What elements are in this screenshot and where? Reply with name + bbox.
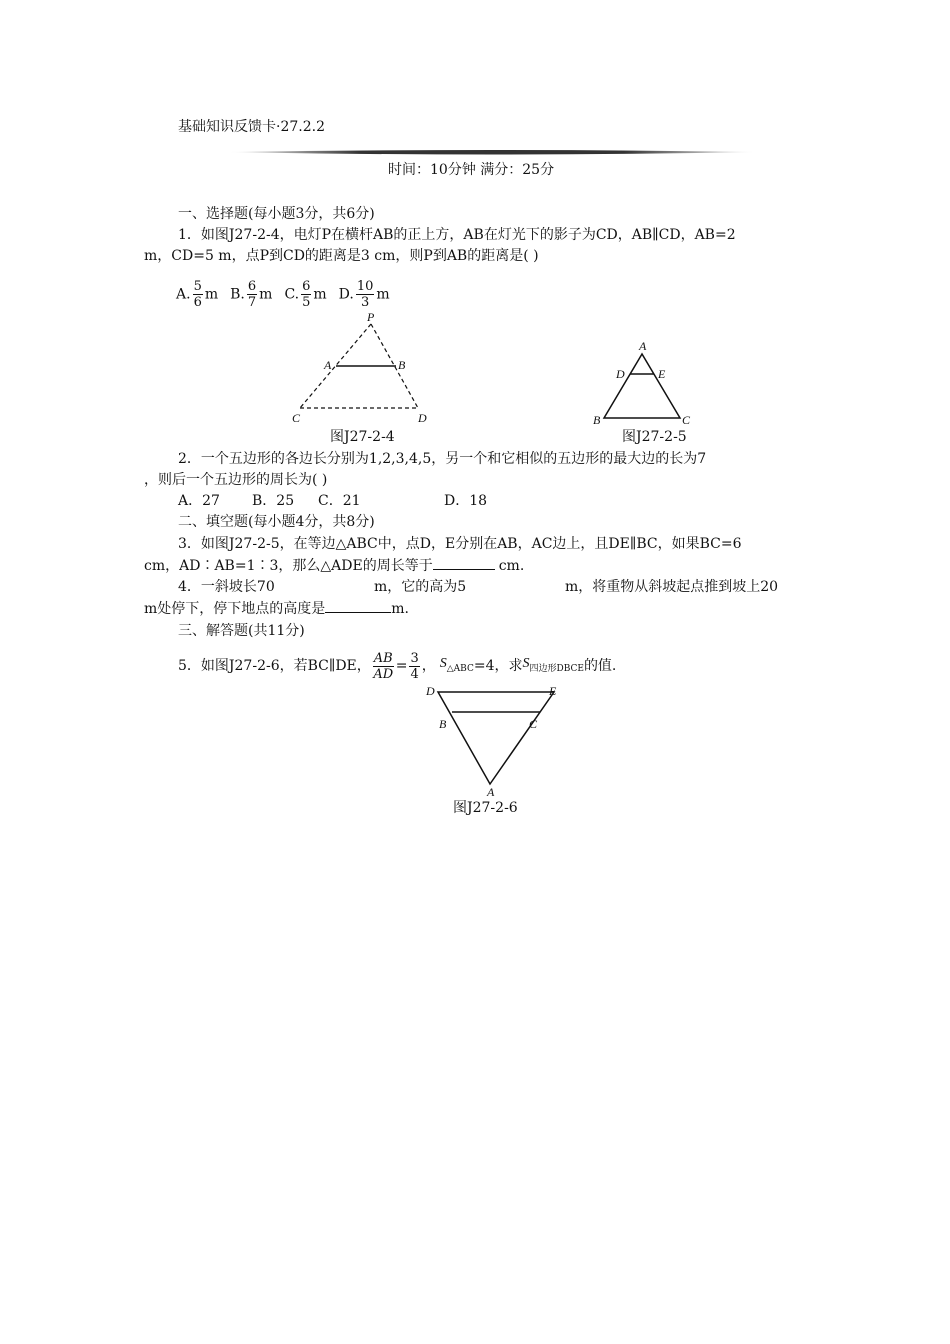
header-divider [228, 148, 756, 158]
section-3-title: 三、解答题(共11分) [178, 623, 305, 639]
q1-option-c[interactable]: C. $\frac{6}{5}$ m [284, 278, 327, 310]
q5-statement: 5．如图J27-2-6，若BC∥DE， $\frac{AB}{AD}$ = $\frac{3}{4}$ ， $S_{\triangle ABC}$ =4，求 $S_{四边形DBCE}$ 的值. [178, 650, 617, 682]
triangle-abc [604, 354, 680, 418]
q3-line2: cm，AD∶AB=1∶3，那么△ADE的周长等于 cm. [144, 558, 525, 574]
q1-option-b[interactable]: B. $\frac{6}{7}$ m [230, 278, 273, 310]
label-d: D [418, 411, 427, 425]
q2-line1: 2．一个五边形的各边长分别为1,2,3,4,5，另一个和它相似的五边形的最大边的长为7 [178, 451, 707, 467]
figure-j27-2-6 [418, 680, 568, 798]
q4-part1: 4．一斜坡长70 [178, 579, 275, 595]
figure-j27-2-5 [588, 338, 698, 428]
q2-option-c[interactable]: C．21 [318, 493, 361, 509]
label-e: E [658, 367, 666, 381]
label-a: A [639, 339, 647, 353]
figure-j27-2-4 [288, 308, 438, 428]
triangle-ade [438, 692, 554, 784]
q1-line2: m，CD=5 m，点P到CD的距离是3 cm，则P到AB的距离是( ) [144, 248, 539, 264]
label-p: P [367, 310, 375, 324]
label-a: A [487, 785, 495, 798]
label-d: D [616, 367, 625, 381]
q2-option-d[interactable]: D．18 [444, 493, 488, 509]
figure-j27-2-4-caption: 图J27-2-4 [330, 429, 395, 445]
card-title: 基础知识反馈卡·27.2.2 [178, 119, 325, 135]
q2-line2: ，则后一个五边形的周长为( ) [144, 472, 328, 488]
section-2-title: 二、填空题(每小题4分，共8分) [178, 514, 375, 530]
label-e: E [549, 684, 557, 698]
time-info: 时间：10分钟 满分：25分 [388, 162, 555, 178]
figure-j27-2-6-caption: 图J27-2-6 [453, 800, 518, 816]
label-b: B [593, 413, 601, 427]
label-b: B [439, 717, 447, 731]
q4-answer-blank[interactable] [325, 600, 391, 613]
label-c: C [292, 411, 301, 425]
section-1-title: 一、选择题(每小题3分，共6分) [178, 206, 375, 222]
q2-option-b[interactable]: B．25 [252, 493, 295, 509]
q4-part2: m，它的高为5 [374, 579, 467, 595]
label-a: A [324, 358, 332, 372]
label-d: D [426, 684, 435, 698]
q1-option-a[interactable]: A. $\frac{5}{6}$ m [176, 278, 219, 310]
q3-line1: 3．如图J27-2-5，在等边△ABC中，点D，E分别在AB，AC边上，且DE∥BC，如果BC=6 [178, 536, 742, 552]
q2-option-a[interactable]: A．27 [178, 493, 220, 509]
q4-line2: m处停下，停下地点的高度是 m. [144, 601, 410, 617]
label-c: C [529, 717, 538, 731]
figure-j27-2-5-caption: 图J27-2-5 [622, 429, 687, 445]
q4-part3: m，将重物从斜坡起点推到坡上20 [565, 579, 779, 595]
q1-option-d[interactable]: D. $\frac{10}{3}$ m [338, 278, 390, 310]
label-c: C [682, 413, 691, 427]
q3-answer-blank[interactable] [433, 557, 495, 570]
q1-line1: 1．如图J27-2-4，电灯P在横杆AB的正上方，AB在灯光下的影子为CD，AB∥CD，AB=2 [178, 227, 736, 243]
label-b: B [398, 358, 406, 372]
